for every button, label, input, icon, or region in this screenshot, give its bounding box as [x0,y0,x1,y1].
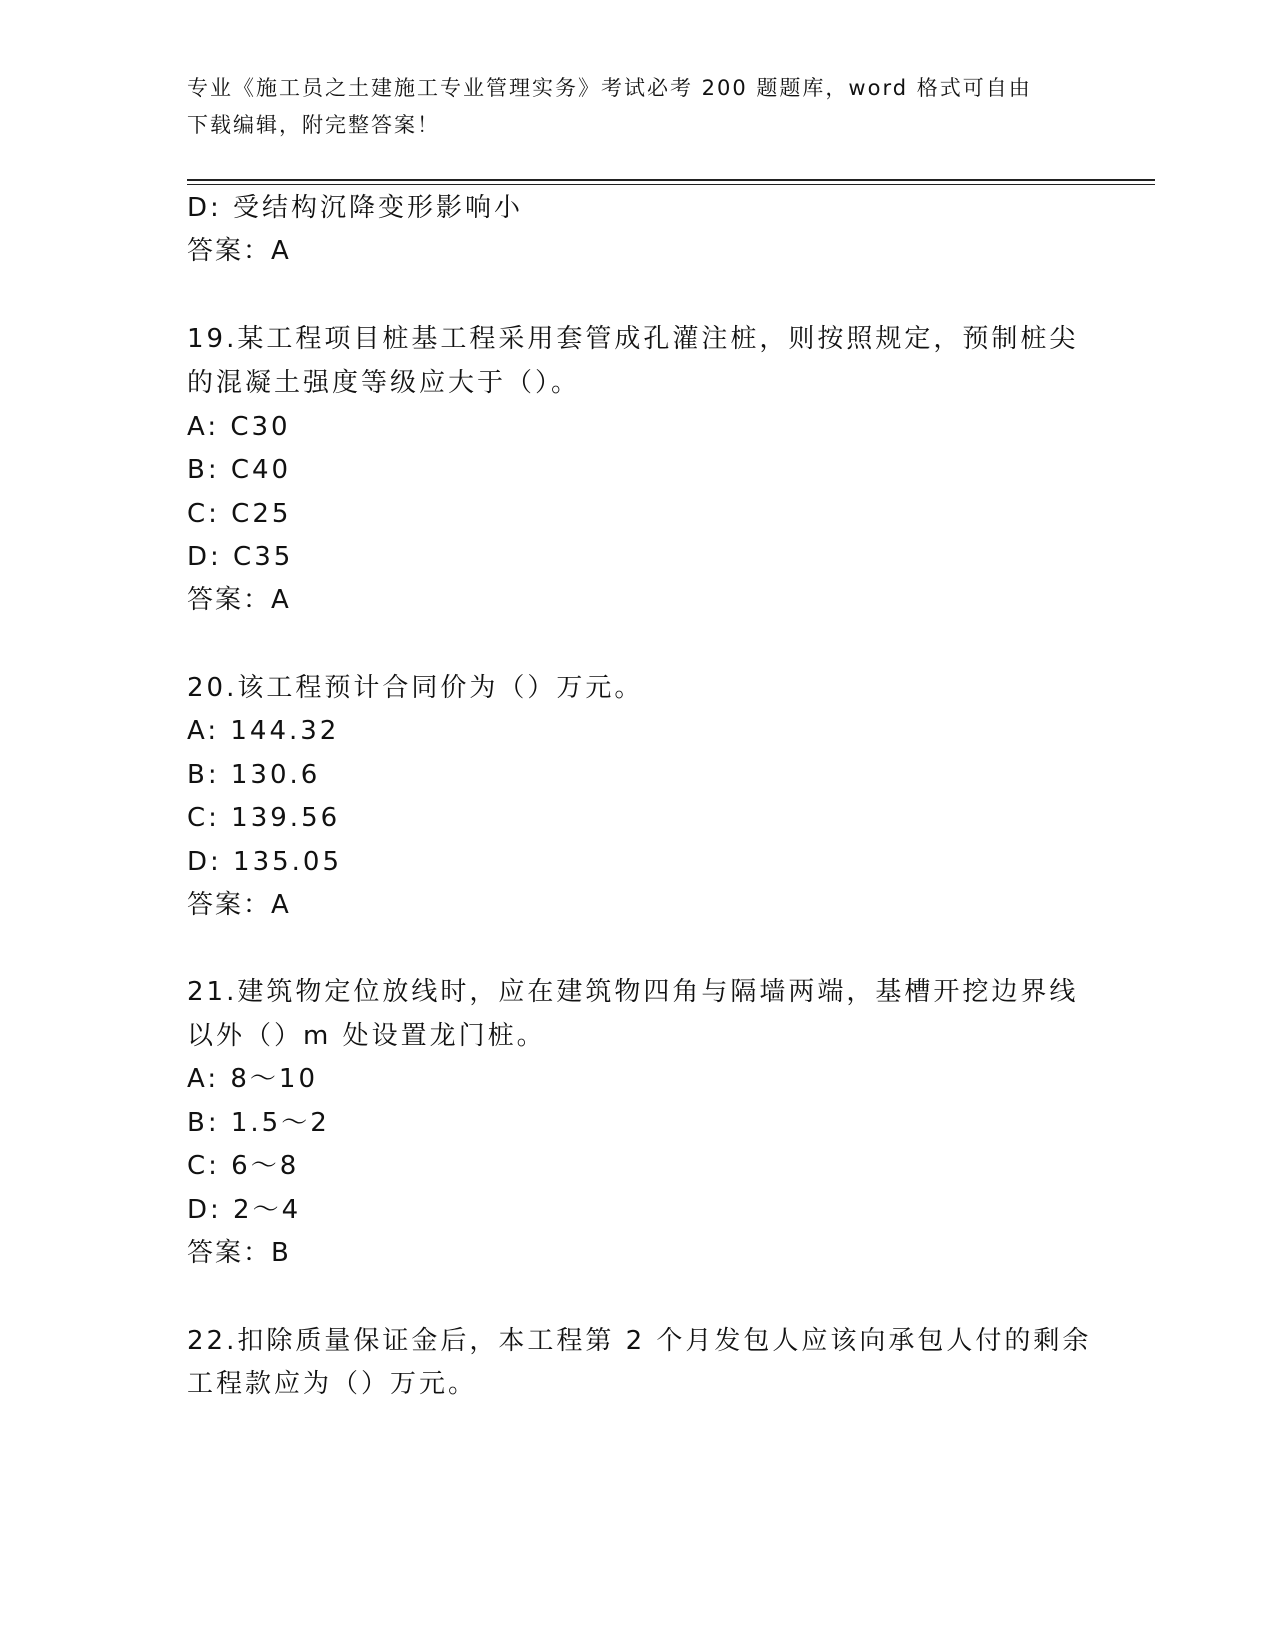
q19-option-c: C: C25 [187,499,292,529]
header-divider-thick [187,179,1155,181]
header-line-1: 专业《施工员之土建施工专业管理实务》考试必考 200 题题库，word 格式可自由 [187,76,1032,100]
q21-stem-line-1: 21.建筑物定位放线时，应在建筑物四角与隔墙两端，基槽开挖边界线 [187,977,1079,1007]
q20-answer: 答案：A [187,890,291,920]
header-line-2: 下载编辑，附完整答案！ [187,113,440,137]
document-header [187,70,1067,144]
q19-answer: 答案：A [187,585,291,615]
q19-option-d: D: C35 [187,542,294,572]
header-divider-thin [187,184,1155,185]
q19-option-b: B: C40 [187,455,292,485]
q20-stem-line-1: 20.该工程预计合同价为（）万元。 [187,673,644,703]
q21-option-b: B: 1.5～2 [187,1108,330,1138]
q21-stem-line-2: 以外（）m 处设置龙门桩。 [187,1021,546,1051]
q21-answer: 答案：B [187,1238,291,1268]
q20-option-c: C: 139.56 [187,803,341,833]
prev-answer: 答案：A [187,236,291,266]
q22-stem-line-1: 22.扣除质量保证金后，本工程第 2 个月发包人应该向承包人付的剩余 [187,1326,1092,1356]
q21-option-d: D: 2～4 [187,1195,302,1225]
q20-option-b: B: 130.6 [187,760,321,790]
q20-option-d: D: 135.05 [187,847,343,877]
prev-option-d: D: 受结构沉降变形影响小 [187,193,524,223]
q19-option-a: A: C30 [187,412,291,442]
q21-option-c: C: 6～8 [187,1151,300,1181]
q19-stem-line-1: 19.某工程项目桩基工程采用套管成孔灌注桩，则按照规定，预制桩尖 [187,324,1079,354]
q22-stem-line-2: 工程款应为（）万元。 [187,1369,478,1399]
q19-stem-line-2: 的混凝土强度等级应大于（）。 [187,368,581,398]
q20-option-a: A: 144.32 [187,716,340,746]
q21-option-a: A: 8～10 [187,1064,318,1094]
